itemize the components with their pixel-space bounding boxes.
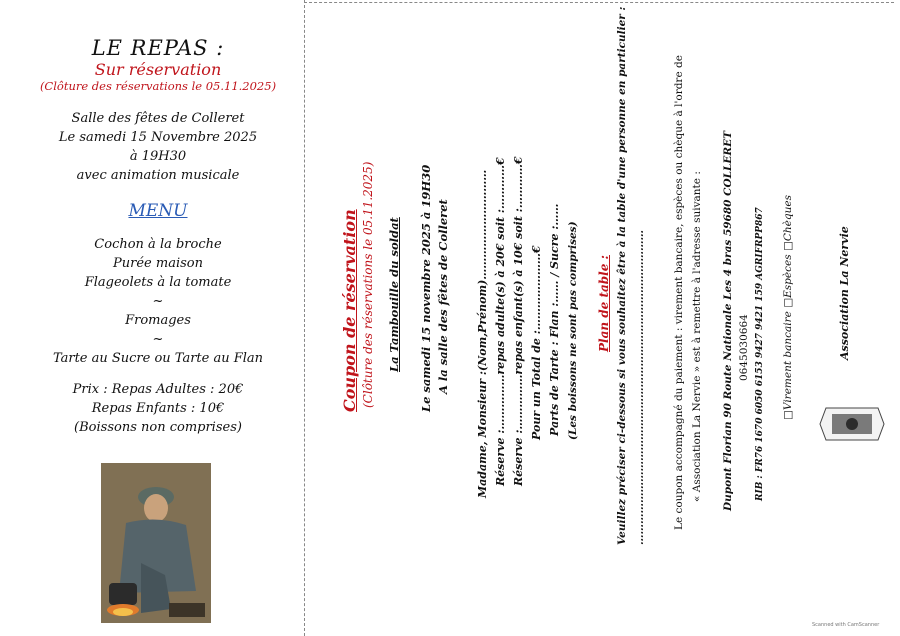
menu-panel <box>8 36 308 437</box>
coupon-org <box>387 217 401 372</box>
venue: Salle des fêtes de Colleret <box>71 111 245 126</box>
child-field[interactable]: Réserve :……………repas enfant(s) à 10€ soit :…………€ <box>512 156 525 486</box>
coupon-title-block <box>340 162 375 412</box>
menu-item: Tarte au Sucre ou Tarte au Flan <box>52 351 264 366</box>
plan-dots-field[interactable]: ……………………………………………………………………………… <box>634 230 646 545</box>
menu-separator: ~ <box>152 294 164 309</box>
payment-options[interactable]: □Virement bancaire □Espèces □Chèques <box>782 195 794 420</box>
address-section <box>720 131 768 511</box>
plan-text: Veuillez préciser ci-dessous si vous souhaitez être à la table d'une personne en particulier : <box>616 6 628 545</box>
association-shield-logo <box>818 404 886 444</box>
soldier-painting-image <box>101 463 211 623</box>
price-adult: Prix : Repas Adultes : 20€ <box>72 382 244 397</box>
coupon-closing: (Clôture des réservations le 05.11.2025) <box>361 161 375 408</box>
coupon-event <box>418 165 452 412</box>
menu-item: Flageolets à la tomate <box>84 275 232 290</box>
coupon-org-text: La Tambouille du soldat <box>387 217 401 372</box>
payment-section <box>670 55 706 530</box>
menu-heading: MENU <box>128 201 188 221</box>
menu-item: Purée maison <box>113 256 203 271</box>
payment-text-2: « Association La Nervie » est à remettre à l'adresse suivante : <box>691 171 703 502</box>
drinks-note: (Les boissons ne sont pas comprises) <box>567 221 579 440</box>
plan-section <box>613 7 649 545</box>
adult-field[interactable]: Réserve :……………repas adulte(s) à 20€ soit :…………€ <box>494 157 507 486</box>
coupon-title: Coupon de réservation <box>340 209 359 412</box>
payment-text-1: Le coupon accompagné du paiement : virement bancaire, espèces ou chèque à l'ordre de <box>673 55 685 530</box>
drinks-note: (Boissons non comprises) <box>74 420 242 435</box>
coupon-form <box>474 157 582 499</box>
coupon-date: Le samedi 15 novembre 2025 à 19H30 <box>419 164 433 412</box>
meal-title: LE REPAS : <box>91 36 225 60</box>
scanner-credit: Scanned with CamScanner <box>812 622 880 628</box>
menu-item: Cochon à la broche <box>94 237 222 252</box>
event-animation: avec animation musicale <box>76 168 240 183</box>
coupon-place: A la salle des fêtes de Colleret <box>436 199 450 394</box>
price-child: Repas Enfants : 10€ <box>91 401 225 416</box>
phone: 0645030664 <box>738 314 750 381</box>
menu-separator: ~ <box>152 332 164 347</box>
plan-heading: Plan de table : <box>597 255 611 352</box>
reservation-closing: (Clôture des réservations le 05.11.2025) <box>39 79 277 93</box>
name-field[interactable]: Madame, Monsieur :(Nom,Prénom)………………………… <box>476 169 489 498</box>
event-date: Le samedi 15 Novembre 2025 <box>58 130 258 145</box>
tart-field[interactable]: Parts de Tarte : Flan :…… / Sucre :…… <box>548 203 561 436</box>
menu-item: Fromages <box>125 313 191 328</box>
rib: RIB : FR76 1670 6050 6153 9427 9421 159 AGRIFRPP867 <box>755 207 765 501</box>
address: Dupont Florian 90 Route Nationale Les 4 bras 59680 COLLERET <box>722 131 734 511</box>
event-time: à 19H30 <box>129 149 187 164</box>
association-name: Association La Nervie <box>838 226 851 360</box>
cut-line-horizontal <box>304 2 894 3</box>
total-field[interactable]: Pour un Total de :…………………€ <box>530 245 543 440</box>
reservation-subtitle: Sur réservation <box>94 60 222 79</box>
